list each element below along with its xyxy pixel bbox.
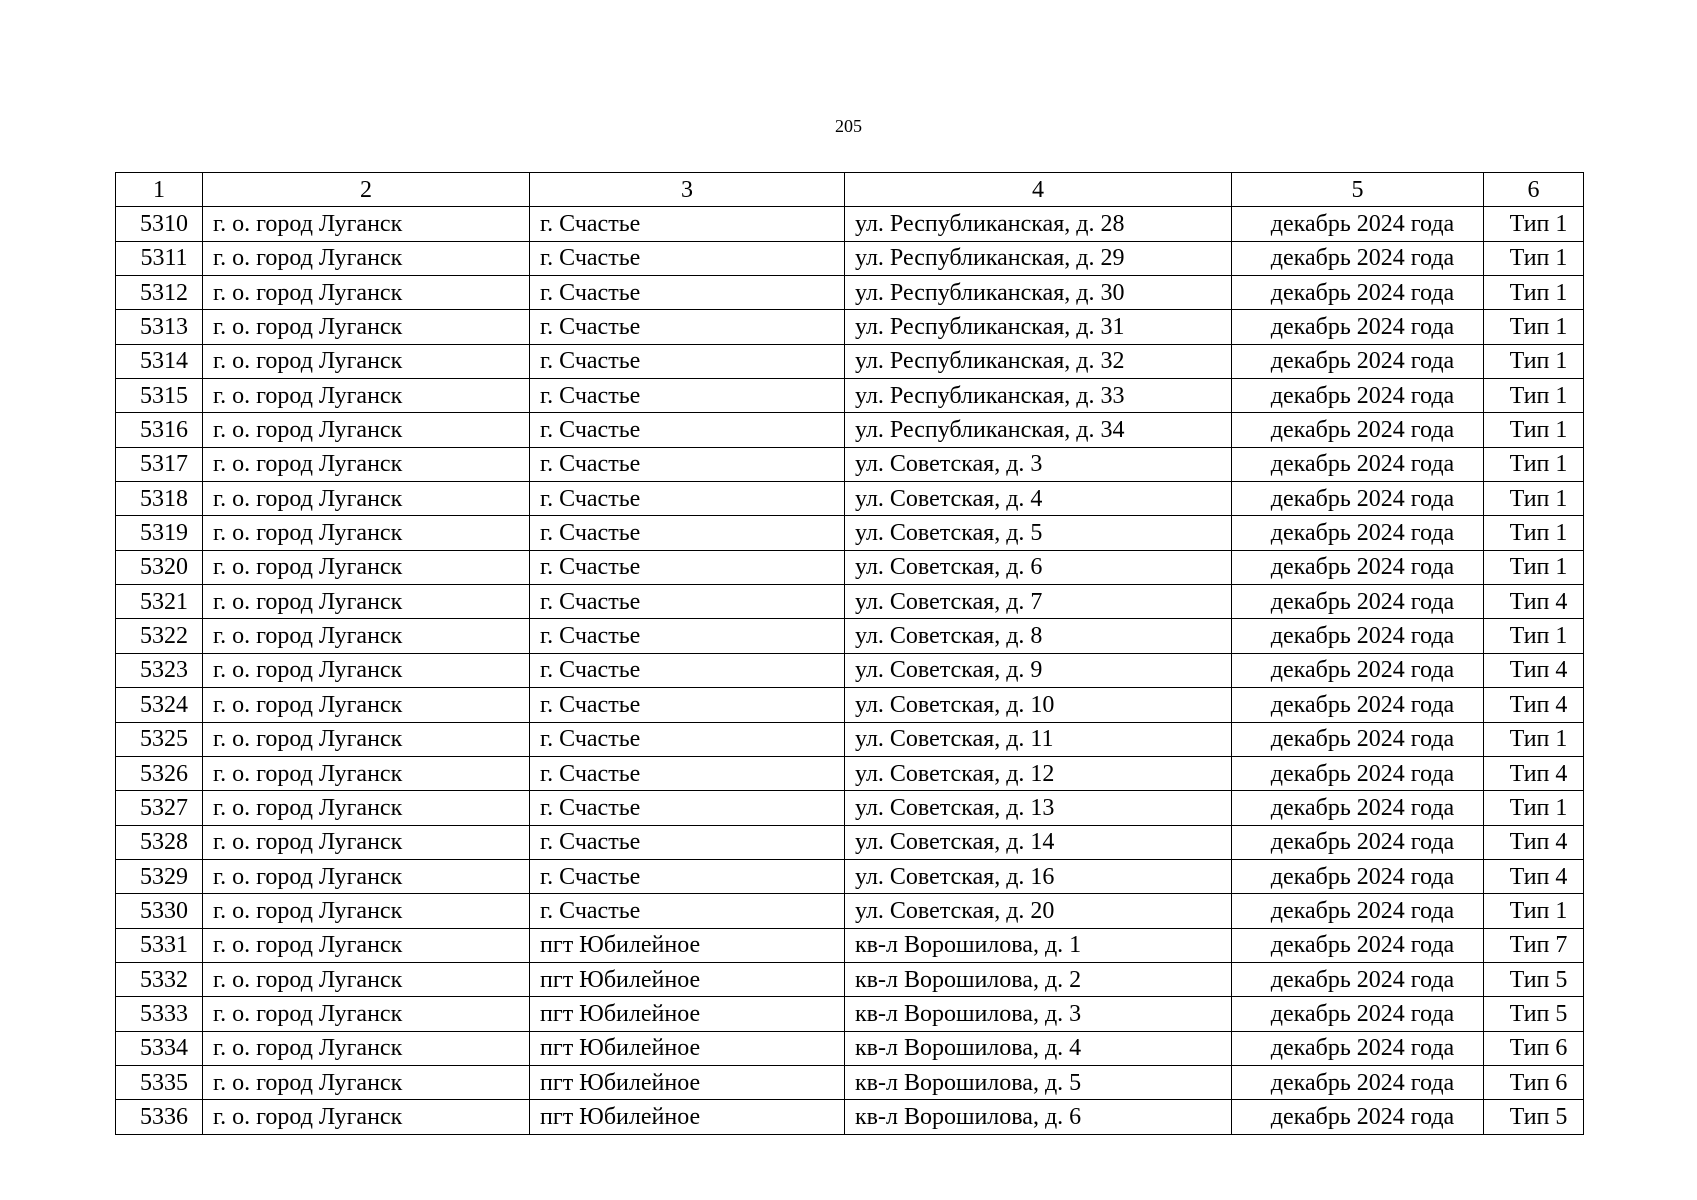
district-cell: г. о. город Луганск [203,207,530,241]
date-cell: декабрь 2024 года [1232,962,1484,996]
row-number-cell: 5315 [116,379,203,413]
row-number-cell: 5310 [116,207,203,241]
date-cell: декабрь 2024 года [1232,791,1484,825]
column-header: 6 [1484,173,1584,207]
type-cell: Тип 1 [1484,550,1584,584]
row-number-cell: 5323 [116,653,203,687]
type-cell: Тип 1 [1484,276,1584,310]
row-number-cell: 5319 [116,516,203,550]
table-row [116,516,1584,550]
type-cell: Тип 1 [1484,894,1584,928]
address-cell: ул. Республиканская, д. 28 [845,207,1232,241]
table-row [116,688,1584,722]
locality-cell: г. Счастье [530,894,845,928]
district-cell: г. о. город Луганск [203,928,530,962]
row-number-cell: 5334 [116,1031,203,1065]
row-number-cell: 5324 [116,688,203,722]
district-cell: г. о. город Луганск [203,791,530,825]
table-row [116,619,1584,653]
type-cell: Тип 5 [1484,962,1584,996]
table-row [116,241,1584,275]
locality-cell: г. Счастье [530,585,845,619]
row-number-cell: 5318 [116,482,203,516]
column-header: 2 [203,173,530,207]
date-cell: декабрь 2024 года [1232,997,1484,1031]
locality-cell: пгт Юбилейное [530,997,845,1031]
table-row [116,1031,1584,1065]
row-number-cell: 5312 [116,276,203,310]
address-cell: ул. Советская, д. 16 [845,859,1232,893]
locality-cell: г. Счастье [530,447,845,481]
row-number-cell: 5330 [116,894,203,928]
table-row [116,653,1584,687]
row-number-cell: 5316 [116,413,203,447]
address-cell: ул. Республиканская, д. 34 [845,413,1232,447]
locality-cell: г. Счастье [530,516,845,550]
type-cell: Тип 1 [1484,413,1584,447]
type-cell: Тип 1 [1484,310,1584,344]
row-number-cell: 5313 [116,310,203,344]
date-cell: декабрь 2024 года [1232,1031,1484,1065]
address-cell: кв-л Ворошилова, д. 3 [845,997,1232,1031]
locality-cell: г. Счастье [530,276,845,310]
type-cell: Тип 4 [1484,756,1584,790]
type-cell: Тип 1 [1484,722,1584,756]
column-header: 3 [530,173,845,207]
date-cell: декабрь 2024 года [1232,859,1484,893]
type-cell: Тип 4 [1484,825,1584,859]
district-cell: г. о. город Луганск [203,1100,530,1134]
row-number-cell: 5335 [116,1065,203,1099]
type-cell: Тип 1 [1484,791,1584,825]
locality-cell: г. Счастье [530,413,845,447]
type-cell: Тип 5 [1484,997,1584,1031]
table-header [116,173,1584,207]
row-number-cell: 5332 [116,962,203,996]
date-cell: декабрь 2024 года [1232,1100,1484,1134]
table-row [116,585,1584,619]
type-cell: Тип 6 [1484,1031,1584,1065]
address-cell: ул. Республиканская, д. 30 [845,276,1232,310]
type-cell: Тип 1 [1484,482,1584,516]
district-cell: г. о. город Луганск [203,653,530,687]
table-row [116,1100,1584,1134]
address-cell: кв-л Ворошилова, д. 6 [845,1100,1232,1134]
row-number-cell: 5325 [116,722,203,756]
table-row [116,1065,1584,1099]
row-number-cell: 5333 [116,997,203,1031]
address-cell: кв-л Ворошилова, д. 5 [845,1065,1232,1099]
document-table [115,172,1584,1135]
address-cell: ул. Советская, д. 6 [845,550,1232,584]
address-cell: ул. Советская, д. 9 [845,653,1232,687]
district-cell: г. о. город Луганск [203,379,530,413]
address-cell: ул. Республиканская, д. 29 [845,241,1232,275]
table-row [116,722,1584,756]
type-cell: Тип 4 [1484,859,1584,893]
date-cell: декабрь 2024 года [1232,344,1484,378]
row-number-cell: 5328 [116,825,203,859]
date-cell: декабрь 2024 года [1232,825,1484,859]
header-row [116,173,1584,207]
type-cell: Тип 1 [1484,344,1584,378]
district-cell: г. о. город Луганск [203,482,530,516]
date-cell: декабрь 2024 года [1232,276,1484,310]
table-row [116,482,1584,516]
date-cell: декабрь 2024 года [1232,722,1484,756]
locality-cell: г. Счастье [530,550,845,584]
district-cell: г. о. город Луганск [203,619,530,653]
page-number: 205 [835,116,862,136]
locality-cell: пгт Юбилейное [530,1065,845,1099]
table-row [116,447,1584,481]
type-cell: Тип 1 [1484,379,1584,413]
type-cell: Тип 4 [1484,585,1584,619]
date-cell: декабрь 2024 года [1232,482,1484,516]
table-body [116,207,1584,1134]
date-cell: декабрь 2024 года [1232,550,1484,584]
locality-cell: г. Счастье [530,619,845,653]
district-cell: г. о. город Луганск [203,756,530,790]
locality-cell: пгт Юбилейное [530,1100,845,1134]
date-cell: декабрь 2024 года [1232,1065,1484,1099]
table-row [116,962,1584,996]
table-row [116,207,1584,241]
address-cell: ул. Республиканская, д. 33 [845,379,1232,413]
address-cell: ул. Советская, д. 7 [845,585,1232,619]
address-cell: ул. Советская, д. 4 [845,482,1232,516]
table-row [116,310,1584,344]
locality-cell: г. Счастье [530,859,845,893]
district-cell: г. о. город Луганск [203,997,530,1031]
locality-cell: пгт Юбилейное [530,1031,845,1065]
table-row [116,997,1584,1031]
locality-cell: пгт Юбилейное [530,962,845,996]
address-cell: ул. Республиканская, д. 32 [845,344,1232,378]
address-cell: ул. Республиканская, д. 31 [845,310,1232,344]
type-cell: Тип 1 [1484,516,1584,550]
address-cell: ул. Советская, д. 12 [845,756,1232,790]
district-cell: г. о. город Луганск [203,1031,530,1065]
table-row [116,825,1584,859]
type-cell: Тип 1 [1484,447,1584,481]
row-number-cell: 5311 [116,241,203,275]
table-row [116,756,1584,790]
row-number-cell: 5322 [116,619,203,653]
row-number-cell: 5336 [116,1100,203,1134]
date-cell: декабрь 2024 года [1232,447,1484,481]
table-row [116,894,1584,928]
district-cell: г. о. город Луганск [203,241,530,275]
address-cell: ул. Советская, д. 3 [845,447,1232,481]
type-cell: Тип 6 [1484,1065,1584,1099]
date-cell: декабрь 2024 года [1232,310,1484,344]
district-cell: г. о. город Луганск [203,1065,530,1099]
row-number-cell: 5314 [116,344,203,378]
locality-cell: г. Счастье [530,241,845,275]
district-cell: г. о. город Луганск [203,310,530,344]
date-cell: декабрь 2024 года [1232,928,1484,962]
type-cell: Тип 1 [1484,207,1584,241]
locality-cell: г. Счастье [530,379,845,413]
table-row [116,550,1584,584]
table-row [116,859,1584,893]
district-cell: г. о. город Луганск [203,825,530,859]
locality-cell: г. Счастье [530,825,845,859]
date-cell: декабрь 2024 года [1232,413,1484,447]
type-cell: Тип 5 [1484,1100,1584,1134]
date-cell: декабрь 2024 года [1232,516,1484,550]
date-cell: декабрь 2024 года [1232,756,1484,790]
locality-cell: г. Счастье [530,688,845,722]
district-cell: г. о. город Луганск [203,516,530,550]
locality-cell: г. Счастье [530,756,845,790]
row-number-cell: 5326 [116,756,203,790]
row-number-cell: 5327 [116,791,203,825]
date-cell: декабрь 2024 года [1232,653,1484,687]
district-cell: г. о. город Луганск [203,962,530,996]
column-header: 5 [1232,173,1484,207]
locality-cell: пгт Юбилейное [530,928,845,962]
address-cell: ул. Советская, д. 20 [845,894,1232,928]
address-cell: ул. Советская, д. 11 [845,722,1232,756]
district-cell: г. о. город Луганск [203,688,530,722]
address-cell: ул. Советская, д. 8 [845,619,1232,653]
type-cell: Тип 4 [1484,688,1584,722]
table-row [116,791,1584,825]
row-number-cell: 5317 [116,447,203,481]
address-cell: ул. Советская, д. 13 [845,791,1232,825]
locality-cell: г. Счастье [530,310,845,344]
district-cell: г. о. город Луганск [203,447,530,481]
row-number-cell: 5329 [116,859,203,893]
table-row [116,276,1584,310]
locality-cell: г. Счастье [530,482,845,516]
address-cell: ул. Советская, д. 10 [845,688,1232,722]
date-cell: декабрь 2024 года [1232,619,1484,653]
row-number-cell: 5321 [116,585,203,619]
locality-cell: г. Счастье [530,207,845,241]
table-row [116,928,1584,962]
column-header: 1 [116,173,203,207]
table-row [116,379,1584,413]
address-cell: кв-л Ворошилова, д. 2 [845,962,1232,996]
address-cell: ул. Советская, д. 14 [845,825,1232,859]
type-cell: Тип 4 [1484,653,1584,687]
address-cell: ул. Советская, д. 5 [845,516,1232,550]
district-cell: г. о. город Луганск [203,550,530,584]
date-cell: декабрь 2024 года [1232,894,1484,928]
locality-cell: г. Счастье [530,791,845,825]
date-cell: декабрь 2024 года [1232,241,1484,275]
district-cell: г. о. город Луганск [203,585,530,619]
table-row [116,413,1584,447]
date-cell: декабрь 2024 года [1232,207,1484,241]
row-number-cell: 5320 [116,550,203,584]
address-cell: кв-л Ворошилова, д. 1 [845,928,1232,962]
date-cell: декабрь 2024 года [1232,585,1484,619]
date-cell: декабрь 2024 года [1232,688,1484,722]
locality-cell: г. Счастье [530,653,845,687]
address-cell: кв-л Ворошилова, д. 4 [845,1031,1232,1065]
district-cell: г. о. город Луганск [203,894,530,928]
district-cell: г. о. город Луганск [203,413,530,447]
locality-cell: г. Счастье [530,722,845,756]
column-header: 4 [845,173,1232,207]
district-cell: г. о. город Луганск [203,344,530,378]
date-cell: декабрь 2024 года [1232,379,1484,413]
type-cell: Тип 7 [1484,928,1584,962]
district-cell: г. о. город Луганск [203,276,530,310]
district-cell: г. о. город Луганск [203,859,530,893]
type-cell: Тип 1 [1484,241,1584,275]
table-row [116,344,1584,378]
row-number-cell: 5331 [116,928,203,962]
locality-cell: г. Счастье [530,344,845,378]
district-cell: г. о. город Луганск [203,722,530,756]
type-cell: Тип 1 [1484,619,1584,653]
